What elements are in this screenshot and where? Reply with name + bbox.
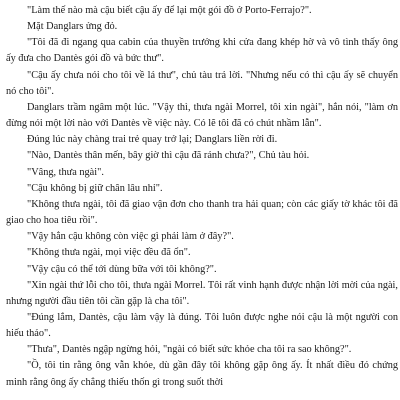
paragraph-10: "Không thưa ngài, tôi đã giao vận đơn cho thanh tra hải quan; còn các giấy tờ khác tôi đã giao cho hoa tiêu rồi". xyxy=(6,198,398,227)
paragraph-14: "Xin ngài thứ lỗi cho tôi, thưa ngài Morrel. Tôi rất vinh hạnh được nhận lời mời của ngài, nhưng người đầu tiên tôi cần gặp là cha tôi". xyxy=(6,279,398,307)
paragraph-5: Danglars trầm ngâm một lúc. "Vậy thì, thưa ngài Morrel, tôi xin ngài", hắn nói, "làm ơn đừng nói một lời nào với Dantès về việc này. Có lẽ tôi đã có chút nhầm lẫn". xyxy=(6,101,398,130)
paragraph-1: "Làm thế nào mà cậu biết cậu ấy để lại một gói đồ ở Porto-Ferrajo?". xyxy=(27,5,312,16)
paragraph-7: "Nào, Dantès thân mến, bây giờ thì cậu đã rảnh chưa?", Chủ tàu hỏi. xyxy=(27,150,310,162)
paragraph-11: "Vậy hẳn cậu không còn việc gì phải làm ở đây?". xyxy=(27,231,234,243)
paragraph-2: Mặt Danglars ửng đỏ. xyxy=(27,21,118,33)
paragraph-4: "Cậu ấy chưa nói cho tôi về lá thư", chủ tàu trả lời. "Nhưng nếu có thì cậu ấy sẽ chuyển nó cho tôi". xyxy=(6,69,398,97)
paragraph-8: "Vâng, thưa ngài". xyxy=(27,166,104,178)
paragraph-13: "Vậy cậu có thể tới dùng bữa với tôi không?". xyxy=(27,263,217,275)
paragraph-3: "Tôi đã đi ngang qua cabin của thuyền trưởng khi cửa đang khép hờ và vô tình thấy ông ấy đưa cho Dantès gói đồ và bức thư". xyxy=(6,37,398,65)
paragraph-6: Đúng lúc này chàng trai trẻ quay trở lại; Danglars liền rời đi. xyxy=(27,134,278,146)
paragraph-12: "Không thưa ngài, mọi việc đều đã ổn". xyxy=(27,247,191,259)
paragraph-16: "Thưa", Dantès ngập ngừng hỏi, "ngài có biết sức khỏe cha tôi ra sao không?". xyxy=(27,344,352,356)
paragraph-17: "Ồ, tôi tin rằng ông vẫn khỏe, dù gần đây tôi không gặp ông ấy. Ít nhất điều đó chứng minh rằng ông ấy chẳng thiếu thốn gì trong suốt thời xyxy=(6,360,398,388)
paragraph-9: "Cậu không bị giữ chân lâu nhỉ". xyxy=(27,182,163,194)
text-block xyxy=(6,3,398,391)
paragraph-15: "Đúng lắm, Dantès, cậu làm vậy là đúng. Tôi luôn được nghe nói cậu là một người con hiếu thảo". xyxy=(6,311,398,340)
